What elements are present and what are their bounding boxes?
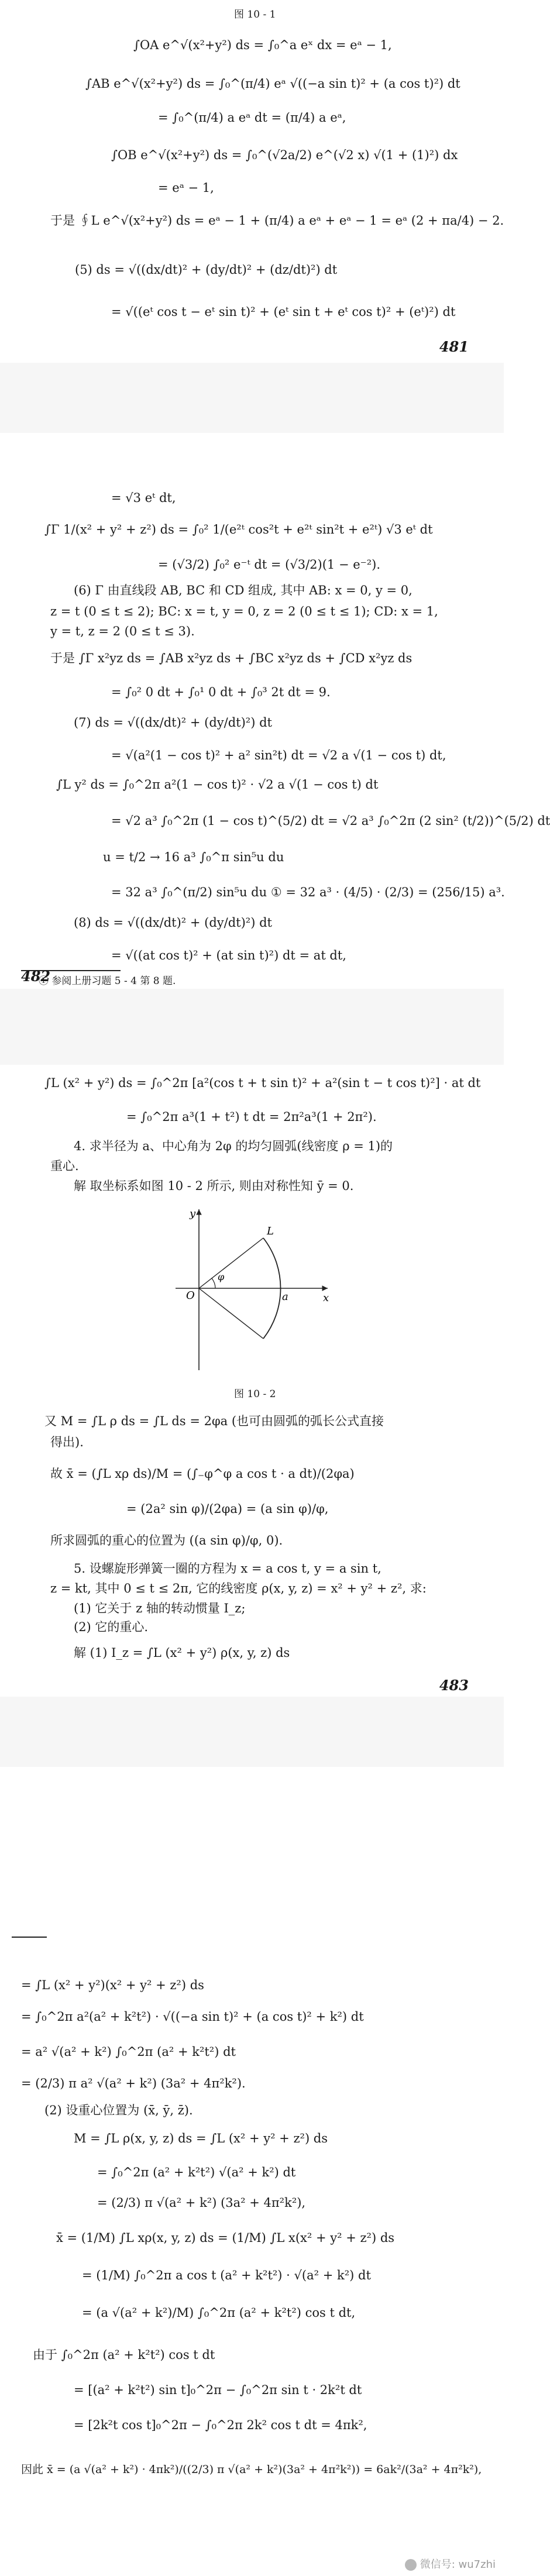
- arc-intercept-label: a: [282, 1291, 288, 1303]
- text-line: 解 (1) I_z = ∫L (x² + y²) ρ(x, y, z) ds: [74, 1646, 290, 1660]
- text-line: 5. 设螺旋形弹簧一圈的方程为 x = a cos t, y = a sin t,: [74, 1562, 381, 1576]
- text-line: ∫Γ 1/(x² + y² + z²) ds = ∫₀² 1/(e²ᵗ cos²t + e²ᵗ sin²t + e²ᵗ) √3 eᵗ dt: [44, 522, 433, 536]
- page-number: 483: [439, 1677, 469, 1694]
- text-line: 因此 x̄ = (a √(a² + k²) · 4πk²)/((2/3) π √(a² + k²)(3a² + 4π²k²)) = 6ak²/(3a² + 4π²k²),: [21, 2463, 482, 2476]
- page-483: [0, 1065, 504, 1697]
- text-line: = √2 a³ ∫₀^2π (1 − cos t)^(5/2) dt = √2 a³ ∫₀^2π (2 sin² (t/2))^(5/2) dt: [111, 814, 550, 828]
- text-line: (8) ds = √((dx/dt)² + (dy/dt)²) dt: [74, 916, 272, 930]
- text-line: = a² √(a² + k²) ∫₀^2π (a² + k²t²) dt: [21, 2045, 236, 2059]
- text-line: = (2a² sin φ)/(2φa) = (a sin φ)/φ,: [126, 1502, 329, 1516]
- text-line: = √3 eᵗ dt,: [111, 491, 176, 505]
- page-482: [0, 433, 550, 989]
- text-line: = √((at cos t)² + (at sin t)²) dt = at dt,: [111, 948, 346, 962]
- wechat-icon: [405, 2559, 417, 2571]
- text-line: ∫OA e^√(x²+y²) ds = ∫₀^a eˣ dx = eᵃ − 1,: [133, 38, 392, 52]
- text-line: (6) Γ 由直线段 AB, BC 和 CD 组成, 其中 AB: x = 0, y = 0,: [74, 583, 412, 597]
- text-line: = (a √(a² + k²)/M) ∫₀^2π (a² + k²t²) cos t dt,: [82, 2306, 356, 2320]
- arc-point-label: L: [267, 1225, 274, 1237]
- text-line: z = t (0 ≤ t ≤ 2); BC: x = t, y = 0, z = 2 (0 ≤ t ≤ 1); CD: x = 1,: [50, 604, 438, 618]
- text-line: 所求圆弧的重心的位置为 ((a sin φ)/φ, 0).: [50, 1533, 283, 1547]
- text-line: 解 取坐标系如图 10 - 2 所示, 则由对称性知 ȳ = 0.: [74, 1179, 354, 1193]
- text-line: 得出).: [50, 1435, 84, 1449]
- page-481: [0, 0, 504, 363]
- text-line: 故 x̄ = (∫L xρ ds)/M = (∫₋φ^φ a cos t · a dt)/(2φa): [50, 1467, 355, 1481]
- angle-label: φ: [218, 1271, 225, 1282]
- text-line: = [(a² + k²t²) sin t]₀^2π − ∫₀^2π sin t · 2k²t dt: [74, 2383, 362, 2397]
- figure-10-2: [164, 1201, 339, 1376]
- watermark: [405, 2556, 496, 2571]
- text-line: = ∫₀^2π a²(a² + k²t²) · √((−a sin t)² + (a cos t)² + k²) dt: [21, 2010, 364, 2024]
- text-line: ∫AB e^√(x²+y²) ds = ∫₀^(π/4) eᵃ √((−a sin t)² + (a cos t)²) dt: [85, 77, 460, 91]
- text-line: = ∫₀^2π a³(1 + t²) t dt = 2π²a³(1 + 2π²).: [126, 1110, 377, 1124]
- text-line: = ∫L (x² + y²)(x² + y² + z²) ds: [21, 1978, 204, 1992]
- angle-arc: [212, 1278, 215, 1288]
- page-gap: [0, 1697, 504, 1767]
- watermark-text: 微信号: wu7zhi: [420, 2558, 496, 2571]
- text-line: = eᵃ − 1,: [158, 181, 214, 195]
- page-gap: [0, 363, 504, 433]
- text-line: = √(a²(1 − cos t)² + a² sin²t) dt = √2 a √(1 − cos t) dt,: [111, 748, 446, 762]
- page-top-rule: [12, 1937, 47, 1938]
- page-484: [0, 1966, 504, 2576]
- text-line: (2) 它的重心.: [74, 1620, 149, 1634]
- text-line: u = t/2 → 16 a³ ∫₀^π sin⁵u du: [103, 850, 284, 864]
- text-line: 重心.: [50, 1159, 79, 1173]
- text-line: = (1/M) ∫₀^2π a cos t (a² + k²t²) · √(a² + k²) dt: [82, 2268, 371, 2282]
- page-gap: [0, 989, 504, 1065]
- text-line: 于是 ∫Γ x²yz ds = ∫AB x²yz ds + ∫BC x²yz ds + ∫CD x²yz ds: [50, 651, 412, 665]
- text-line: M = ∫L ρ(x, y, z) ds = ∫L (x² + y² + z²) ds: [74, 2131, 328, 2145]
- text-line: = √((eᵗ cos t − eᵗ sin t)² + (eᵗ sin t + eᵗ cos t)² + (eᵗ)²) dt: [111, 305, 456, 319]
- radius-upper: [199, 1238, 263, 1288]
- page-number: 481: [439, 338, 469, 355]
- text-line: (2) 设重心位置为 (x̄, ȳ, z̄).: [44, 2103, 193, 2117]
- radius-lower: [199, 1288, 263, 1339]
- figure-caption: 图 10 - 2: [234, 1388, 276, 1400]
- footnote: ① 参阅上册习题 5 - 4 第 8 题.: [39, 975, 176, 987]
- text-line: 又 M = ∫L ρ ds = ∫L ds = 2φa (也可由圆弧的弧长公式直接: [44, 1414, 384, 1428]
- text-line: (7) ds = √((dx/dt)² + (dy/dt)²) dt: [74, 716, 272, 730]
- text-line: = ∫₀² 0 dt + ∫₀¹ 0 dt + ∫₀³ 2t dt = 9.: [111, 685, 331, 699]
- text-line: ∫L y² ds = ∫₀^2π a²(1 − cos t)² · √2 a √(1 − cos t) dt: [56, 778, 379, 792]
- text-line: = ∫₀^2π (a² + k²t²) √(a² + k²) dt: [97, 2165, 296, 2179]
- text-line: ∫OB e^√(x²+y²) ds = ∫₀^(√2a/2) e^(√2 x) √(1 + (1)²) dx: [111, 148, 458, 162]
- text-line: = (√3/2) ∫₀² e⁻ᵗ dt = (√3/2)(1 − e⁻²).: [158, 558, 381, 572]
- origin-label: O: [186, 1289, 195, 1302]
- y-axis-label: y: [190, 1208, 196, 1220]
- text-line: z = kt, 其中 0 ≤ t ≤ 2π, 它的线密度 ρ(x, y, z) = x² + y² + z², 求:: [50, 1581, 427, 1595]
- text-line: 4. 求半径为 a、中心角为 2φ 的均匀圆弧(线密度 ρ = 1)的: [74, 1139, 393, 1153]
- page-number: 482: [21, 968, 51, 985]
- x-axis-label: x: [323, 1292, 329, 1304]
- text-line: (1) 它关于 z 轴的转动惯量 I_z;: [74, 1601, 246, 1615]
- text-line: = ∫₀^(π/4) a eᵃ dt = (π/4) a eᵃ,: [158, 111, 346, 125]
- text-line: = (2/3) π √(a² + k²) (3a² + 4π²k²),: [97, 2196, 306, 2210]
- figure-caption: 图 10 - 1: [234, 9, 276, 20]
- text-line: = [2k²t cos t]₀^2π − ∫₀^2π 2k² cos t dt = 4πk²,: [74, 2418, 367, 2432]
- text-line: y = t, z = 2 (0 ≤ t ≤ 3).: [50, 624, 195, 638]
- text-line: 于是 ∮L e^√(x²+y²) ds = eᵃ − 1 + (π/4) a eᵃ + eᵃ − 1 = eᵃ (2 + πa/4) − 2.: [50, 214, 504, 228]
- text-line: = 32 a³ ∫₀^(π/2) sin⁵u du ① = 32 a³ · (4/5) · (2/3) = (256/15) a³.: [111, 885, 505, 899]
- text-line: 由于 ∫₀^2π (a² + k²t²) cos t dt: [33, 2348, 215, 2362]
- text-line: x̄ = (1/M) ∫L xρ(x, y, z) ds = (1/M) ∫L x(x² + y² + z²) ds: [56, 2231, 395, 2245]
- text-line: ∫L (x² + y²) ds = ∫₀^2π [a²(cos t + t sin t)² + a²(sin t − t cos t)²] · at dt: [44, 1076, 481, 1090]
- text-line: = (2/3) π a² √(a² + k²) (3a² + 4π²k²).: [21, 2076, 246, 2090]
- text-line: (5) ds = √((dx/dt)² + (dy/dt)² + (dz/dt)²) dt: [75, 263, 338, 277]
